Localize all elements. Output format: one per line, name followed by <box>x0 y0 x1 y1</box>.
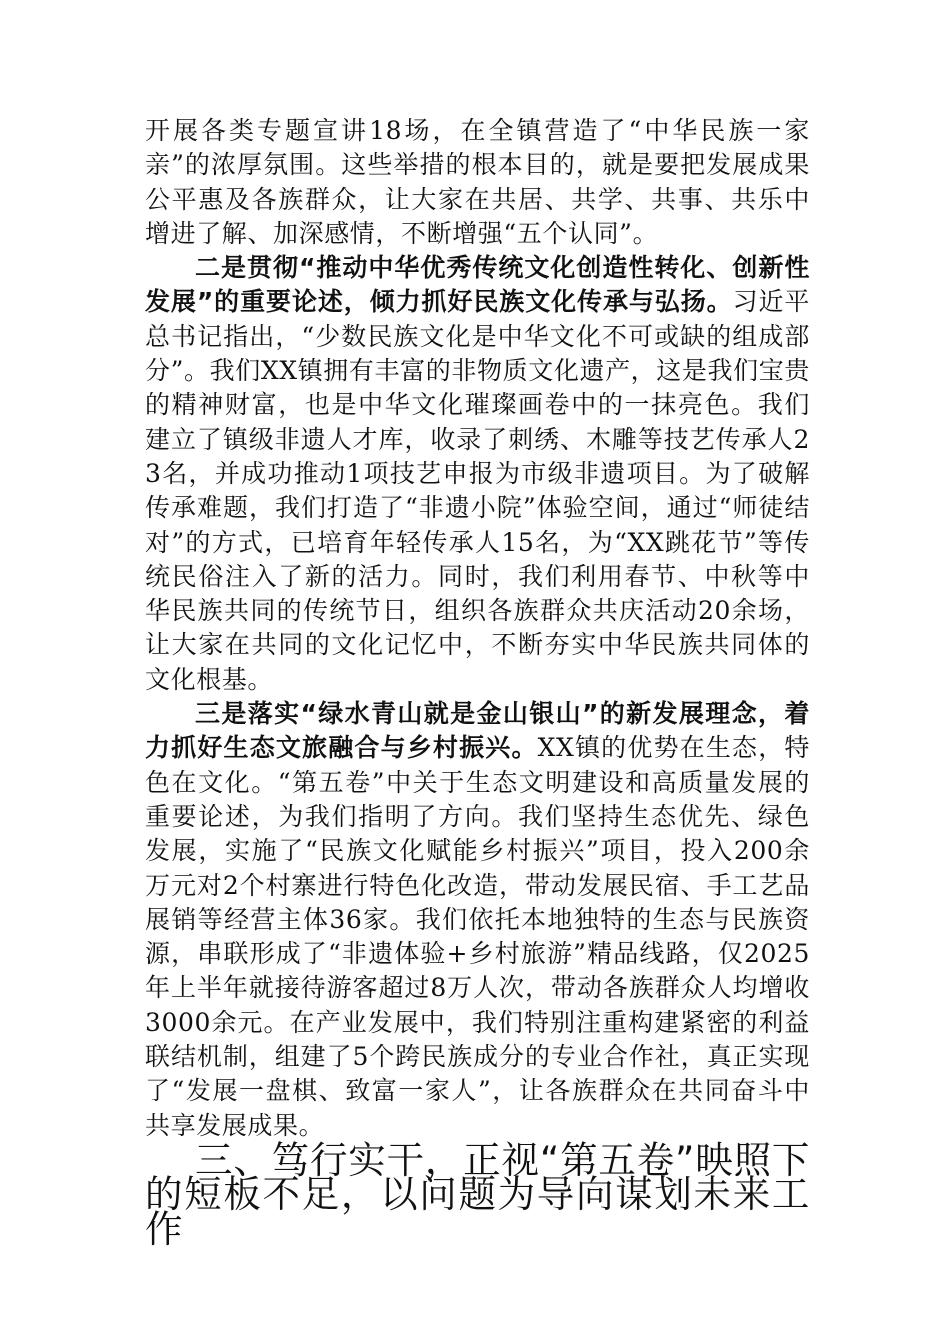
paragraph-3-body: XX镇的优势在生态，特色在文化。“第五卷”中关于生态文明建设和高质量发展的重要论述，为我们指明了方向。我们坚持生态优先、绿色发展，实施了“民族文化赋能乡村振兴”项目，投入200余万元对2个村寨进行特色化改造，带动发展民宿、手工艺品展销等经营主体36家。我们依托本地独特的生态与民族资源，串联形成了“非遗体验+乡村旅游”精品线路，仅2025年上半年就接待游客超过8万人次，带动各族群众人均增收3000余元。在产业发展中，我们特别注重构建紧密的利益联结机制，组建了5个跨民族成分的专业合作社，真正实现了“发展一盘棋、致富一家人”，让各族群众在共同奋斗中共享发展成果。 <box>145 733 810 1140</box>
paragraph-1 <box>145 114 810 251</box>
paragraph-2-lead: 二是贯彻“推动中华优秀传统文化创造性转化、创新性发展”的重要论述，倾力抓好民族文化传承与弘扬。 <box>145 253 810 317</box>
document-page <box>145 114 810 1251</box>
paragraph-2 <box>145 251 810 697</box>
paragraph-2-body: 习近平总书记指出，“少数民族文化是中华文化不可或缺的组成部分”。我们XX镇拥有丰富的非物质文化遗产，这是我们宝贵的精神财富，也是中华文化璀璨画卷中的一抹亮色。我们建立了镇级非遗人才库，收录了刺绣、木雕等技艺传承人23名，并成功推动1项技艺申报为市级非遗项目。为了破解传承难题，我们打造了“非遗小院”体验空间，通过“师徒结对”的方式，已培育年轻传承人15名，为“XX跳花节”等传统民俗注入了新的活力。同时，我们利用春节、中秋等中华民族共同的传统节日，组织各族群众共庆活动20余场，让大家在共同的文化记忆中，不断夯实中华民族共同体的文化根基。 <box>145 287 810 694</box>
paragraph-3 <box>145 697 810 1143</box>
paragraph-1-body: 开展各类专题宣讲18场，在全镇营造了“中华民族一家亲”的浓厚氛围。这些举措的根本目的，就是要把发展成果公平惠及各族群众，让大家在共居、共学、共事、共乐中增进了解、加深感情，不断增强“五个认同”。 <box>145 116 810 248</box>
section-heading: 三、笃行实干，正视“第五卷”映照下的短板不足，以问题为导向谋划未来工作 <box>145 1137 810 1251</box>
paragraph-3-lead: 三是落实“绿水青山就是金山银山”的新发展理念，着力抓好生态文旅融合与乡村振兴。 <box>145 699 810 763</box>
